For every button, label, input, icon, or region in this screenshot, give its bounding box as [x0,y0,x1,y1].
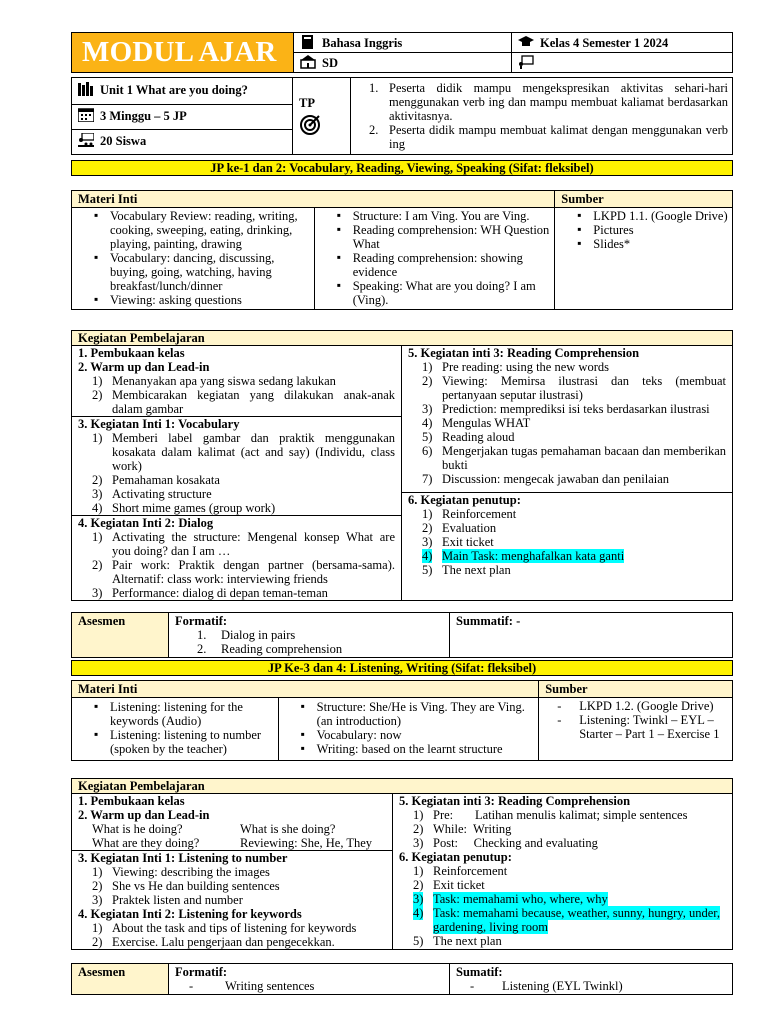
list-item: 3) Post: Checking and evaluating [413,836,598,850]
step-heading: 4. Kegiatan Inti 2: Dialog [78,516,214,530]
list-item: ▪ Viewing: asking questions [76,293,310,307]
list-item: 4) Mengulas WHAT [422,416,531,430]
students-cell [72,130,293,155]
kegiatan-header [72,779,733,794]
list-item: 1) Activating the structure: Mengenal konsep What are you doing? dan I am … [92,530,395,558]
highlighted-task: 4) Main Task: menghafalkan kata ganti [422,549,625,563]
list-item: 1) Reinforcement [422,507,517,521]
sumber-label: Sumber [561,192,604,206]
tp-item: 1. Peserta didik mampu mengekspresikan aktivitas sehari-hari menggunakan verb ing dan mampu membuat kaliamat berdasarkan aktivitasnya. [369,81,728,123]
materi-col1 [72,698,279,761]
sumber-header [539,681,733,698]
section1-kegiatan [71,330,733,601]
tp-cell [293,78,351,155]
list-item: 7) Discussion: mengecak jawaban dan penilaian [422,472,670,486]
classroom-icon [78,133,94,147]
unit-overview [71,77,733,155]
kegiatan-left-vocab [72,417,402,516]
question: What are they doing? [92,836,200,850]
kegiatan-left-dialog [72,516,402,601]
formatif-cell [169,613,450,658]
highlighted-task: 4) Task: memahami because, weather, sunny, hungry, under, gardening, living room [413,906,721,934]
list-item: ▪ Slides* [559,237,728,251]
list-item: 3) Praktek listen and number [92,893,243,907]
step-heading: 6. Kegiatan penutup: [399,850,512,864]
module-logo [72,33,294,73]
materi-header [72,191,555,208]
book-icon [300,35,316,49]
list-item: 1) Reinforcement [413,864,508,878]
list-item: - Listening (EYL Twinkl) [456,979,726,993]
teacher-board-icon [518,55,534,69]
list-item: - Listening: Twinkl – EYL – Starter – Part 1 – Exercise 1 [543,713,724,741]
kegiatan-left-top [72,346,402,417]
list-item: ▪ Writing: based on the learnt structure [283,742,535,756]
section1-materi [71,190,733,310]
list-item: 2) Membicarakan kegiatan yang dilakukan anak-anak dalam gambar [92,388,395,416]
step-heading: 1. Pembukaan kelas [78,794,185,808]
level-label: SD [322,56,338,70]
list-item: - Writing sentences [175,979,443,993]
calendar-icon [78,108,94,122]
step-heading: 5. Kegiatan inti 3: Reading Comprehension [399,794,631,808]
question: What is he doing? [92,822,183,836]
list-item: 1) Pre: Latihan menulis kalimat; simple sentences [413,808,688,822]
list-item: 1) Memberi label gambar dan praktik menggunakan kosakata dalam kalimat (act and say) (Individu, class work) [92,431,395,473]
list-item: 2) Pair work: Praktik dengan partner (bersama-sama). Alternatif: class work: interviewing friends [92,558,395,586]
sumber-col [555,208,733,310]
materi-label: Materi Inti [78,192,138,206]
list-item: 2) Pemahaman kosakata [92,473,220,487]
list-item: 2) While: Writing [413,822,512,836]
tp-item: 2. Peserta didik mampu membuat kalimat dengan menggunakan verb ing [369,123,728,151]
list-item: 1) Pre reading: using the new words [422,360,609,374]
list-item: ▪ Vocabulary: dancing, discussing, buying, going, watching, having breakfast/lunch/dinner [76,251,310,293]
list-item: 1. Dialog in pairs [197,628,296,642]
kegiatan-left-listening [72,851,393,950]
list-item: 2) Exit ticket [413,878,485,892]
list-item: ▪ LKPD 1.1. (Google Drive) [559,209,728,223]
list-item: 6) Mengerjakan tugas pemahaman bacaan dan memberikan bukti [422,444,726,472]
subject-cell [294,33,512,53]
target-icon [299,114,321,136]
tp-objectives [351,78,733,155]
formatif-cell [169,964,450,995]
graduation-cap-icon [518,35,534,49]
asesmen-label: Asesmen [78,965,126,979]
logo-text: MODUL AJAR [82,36,277,69]
school-icon [300,55,316,69]
asesmen-label-cell [72,964,169,995]
list-item: 2) Exercise. Lalu pengerjaan dan pengecekkan. [92,935,335,949]
teacher-cell [512,53,733,73]
list-item: 2) Evaluation [422,521,497,535]
list-item: 2) She vs He dan building sentences [92,879,280,893]
section2-materi [71,680,733,761]
sumatif-label: Summatif: - [456,614,521,628]
sumber-header [555,191,733,208]
list-item: ▪ Listening: listening to number (spoken by the teacher) [76,728,274,756]
list-item: ▪ Pictures [559,223,728,237]
materi-col1 [72,208,315,310]
list-item: 3) Activating structure [92,487,212,501]
list-item: 5) The next plan [422,563,511,577]
sumber-col [539,698,733,761]
level-cell [294,53,512,73]
unit-title: Unit 1 What are you doing? [100,83,248,97]
sumatif-cell [450,613,733,658]
section2-band-label: JP Ke-3 dan 4: Listening, Writing (Sifat: fleksibel) [267,661,537,675]
list-item: 1) Menanyakan apa yang siswa sedang lakukan [92,374,336,388]
warmup-questions [78,836,386,850]
list-item: ▪ Structure: I am Ving. You are Ving. [319,209,551,223]
step-heading: 3. Kegiatan Inti 1: Vocabulary [78,417,240,431]
formatif-label: Formatif: [175,614,228,628]
list-item: ▪ Listening: listening for the keywords (Audio) [76,700,274,728]
grade-label: Kelas 4 Semester 1 2024 [540,36,669,50]
list-item: ▪ Speaking: What are you doing? I am (Ving). [319,279,551,307]
section1-asesmen [71,612,733,658]
unit-title-cell [72,78,293,105]
grade-cell [512,33,733,53]
sumber-label: Sumber [545,682,588,696]
step-heading: 5. Kegiatan inti 3: Reading Comprehension [408,346,640,360]
list-item: 5) The next plan [413,934,502,948]
books-icon [78,82,94,96]
header-bar [71,32,733,72]
sumatif-label: Sumatif: [456,965,503,979]
list-item: - LKPD 1.2. (Google Drive) [543,699,724,713]
tp-label: TP [299,96,315,110]
asesmen-label-cell [72,613,169,658]
step-heading: 4. Kegiatan Inti 2: Listening for keywords [78,907,302,921]
list-item: 1) About the task and tips of listening for keywords [92,921,357,935]
list-item: 2) Viewing: Memirsa ilustrasi dan teks (membuat pertanyaan seputar ilustrasi) [422,374,726,402]
materi-label: Materi Inti [78,682,138,696]
materi-col2 [278,698,539,761]
warmup-questions [78,822,386,836]
section1-band [71,160,733,176]
formatif-label: Formatif: [175,965,228,979]
list-item: ▪ Vocabulary: now [283,728,535,742]
list-item: 5) Reading aloud [422,430,515,444]
section1-band-label: JP ke-1 dan 2: Vocabulary, Reading, Viewing, Speaking (Sifat: fleksibel) [210,161,594,175]
question: Reviewing: She, He, They [240,836,373,850]
list-item: 3) Exit ticket [422,535,494,549]
section2-kegiatan [71,778,733,950]
kegiatan-header [72,331,733,346]
materi-header [72,681,539,698]
step-heading: 2. Warm up dan Lead-in [78,360,210,374]
list-item: 4) Short mime games (group work) [92,501,276,515]
step-heading: 1. Pembukaan kelas [78,346,185,360]
step-heading: 3. Kegiatan Inti 1: Listening to number [78,851,288,865]
list-item: 3) Prediction: memprediksi isi teks berdasarkan ilustrasi [422,402,710,416]
list-item: 1) Viewing: describing the images [92,865,270,879]
sumatif-cell [450,964,733,995]
list-item: ▪ Reading comprehension: showing evidence [319,251,551,279]
list-item: 3) Performance: dialog di depan teman-teman [92,586,328,600]
students-label: 20 Siswa [100,134,147,149]
question: What is she doing? [240,822,336,836]
list-item: 2. Reading comprehension [197,642,343,656]
step-heading: 6. Kegiatan penutup: [408,493,521,507]
kegiatan-right [402,346,733,601]
kegiatan-left-top [72,794,393,851]
duration-label: 3 Minggu – 5 JP [100,109,187,124]
kegiatan-right [393,794,733,950]
list-item: ▪ Structure: She/He is Ving. They are Ving. (an introduction) [283,700,535,728]
section2-asesmen [71,963,733,995]
subject-label: Bahasa Inggris [322,36,403,50]
materi-col2 [314,208,555,310]
kegiatan-label: Kegiatan Pembelajaran [78,331,205,345]
step-heading: 2. Warm up dan Lead-in [78,808,210,822]
highlighted-task: 3) Task: memahami who, where, why [413,892,608,906]
kegiatan-label: Kegiatan Pembelajaran [78,779,205,793]
duration-cell [72,105,293,130]
asesmen-label: Asesmen [78,614,126,628]
section2-band [71,660,733,676]
list-item: ▪ Vocabulary Review: reading, writing, cooking, sweeping, eating, drinking, playing, painting, drawing [76,209,310,251]
list-item: ▪ Reading comprehension: WH Question What [319,223,551,251]
